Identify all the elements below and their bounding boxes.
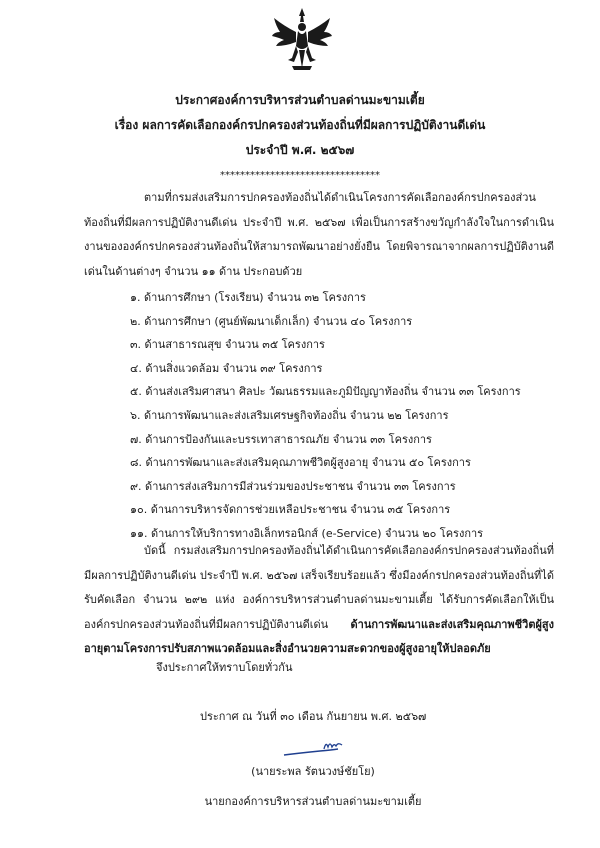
list-item: ๓. ด้านสาธารณสุข จำนวน ๓๕ โครงการ [130,338,325,352]
announcement-date: ประกาศ ณ วันที่ ๓๐ เดือน กันยายน พ.ศ. ๒๕๖๗ [200,710,427,723]
closing-line: จึงประกาศให้ทราบโดยทั่วกัน [156,661,293,674]
garuda-emblem-icon [270,6,334,76]
result-text: บัดนี้ กรมส่งเสริมการปกครองท้องถิ่นได้ดำเนินการคัดเลือกองค์กรปกครองส่วนท้องถิ่นที่มีผลการปฏิบัติงานดีเด่น ประจำปี พ.ศ. ๒๕๖๗ เสร็จเรียบร้อยแล้ว ซึ่งมีองค์กรปกครองส่วนท้องถิ่นที่ได้รับคัดเลือก จำนวน ๒๙๒ แห่ง องค์การบริหารส่วนตำบลด่านมะขามเตี้ย ได้รับการคัดเลือกให้เป็นองค์กรปกครองส่วนท้องถิ่นที่มีผลการปฏิบัติงานดีเด่น [84,544,554,631]
signature-icon [280,737,350,761]
separator-stars: ******************************** [220,170,380,181]
list-item: ๒. ด้านการศึกษา (ศูนย์พัฒนาเด็กเล็ก) จำนวน ๔๐ โครงการ [130,314,413,328]
list-item: ๑. ด้านการศึกษา (โรงเรียน) จำนวน ๓๒ โครงการ [130,291,366,304]
category-list [130,286,570,546]
list-item: ๔. ด้านสิ่งแวดล้อม จำนวน ๓๙ โครงการ [130,361,323,375]
intro-paragraph: ตามที่กรมส่งเสริมการปกครองท้องถิ่นได้ดำเนินโครงการคัดเลือกองค์กรปกครองส่วนท้องถิ่นที่มีผลการปฏิบัติงานดีเด่น ประจำปี พ.ศ. ๒๕๖๗ เพื่อเป็นการสร้างขวัญกำลังใจในการดำเนินงานขององค์กรปกครองส่วนท้องถิ่นให้สามารถพัฒนาอย่างยั่งยืน โดยพิจารณาจากผลการปฏิบัติงานดีเด่นในด้านต่างๆ จำนวน ๑๑ ด้าน ประกอบด้วย [84,191,554,278]
list-item: ๕. ด้านส่งเสริมศาสนา ศิลปะ วัฒนธรรมและภูมิปัญญาท้องถิ่น จำนวน ๓๓ โครงการ [130,385,521,399]
result-highlight: ด้านการพัฒนาและส่งเสริมคุณภาพชีวิตผู้สูงอายุตามโครงการปรับสภาพแวดล้อมและสิ่งอำนวยความสะดวกของผู้สูงอายุให้ปลอดภัย [84,617,554,655]
announcement-title: ประกาศองค์การบริหารส่วนตำบลด่านมะขามเตี้ย [175,93,425,107]
list-item: ๑๑. ด้านการให้บริการทางอิเล็กทรอนิกส์ (e-Service) จำนวน ๒๐ โครงการ [130,526,484,540]
list-item: ๖. ด้านการพัฒนาและส่งเสริมเศรษฐกิจท้องถิ่น จำนวน ๒๒ โครงการ [130,408,449,422]
announcement-year: ประจำปี พ.ศ. ๒๕๖๗ [245,143,355,157]
list-item: ๗. ด้านการป้องกันและบรรเทาสาธารณภัย จำนวน ๓๓ โครงการ [130,432,432,446]
result-paragraph [84,539,554,662]
announcement-subject: เรื่อง ผลการคัดเลือกองค์กรปกครองส่วนท้องถิ่นที่มีผลการปฏิบัติงานดีเด่น [114,118,486,132]
signer-position: นายกองค์การบริหารส่วนตำบลด่านมะขามเตี้ย [204,795,422,808]
signer-name: (นายระพล รัตนวงษ์ชัยโย) [251,765,375,778]
list-item: ๑๐. ด้านการบริหารจัดการช่วยเหลือประชาชน จำนวน ๓๕ โครงการ [130,503,451,517]
list-item: ๙. ด้านการส่งเสริมการมีส่วนร่วมของประชาชน จำนวน ๓๓ โครงการ [130,479,456,493]
list-item: ๘. ด้านการพัฒนาและส่งเสริมคุณภาพชีวิตผู้สูงอายุ จำนวน ๕๐ โครงการ [130,456,471,470]
